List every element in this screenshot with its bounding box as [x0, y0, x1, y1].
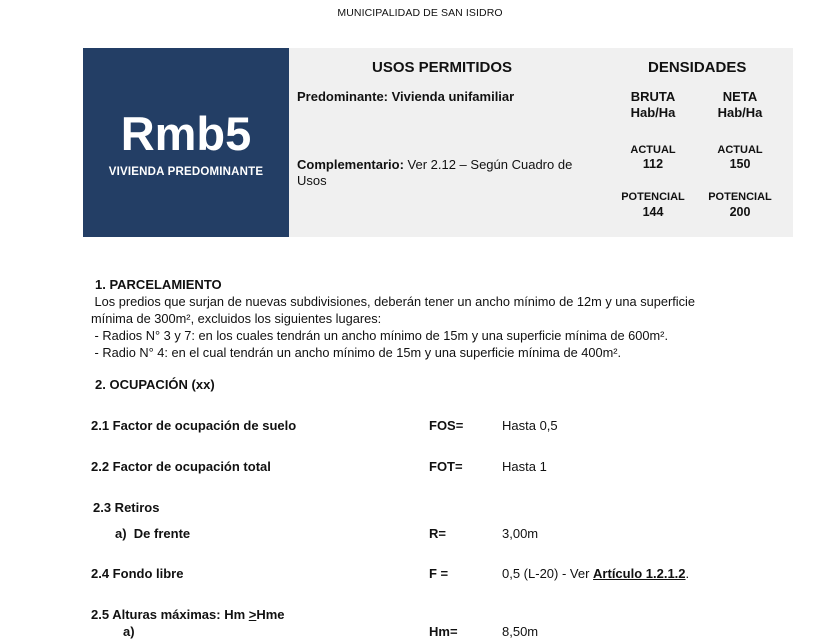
parcelamiento-line: Los predios que surjan de nuevas subdivisiones, deberán tener un ancho mínimo de 12m y una superficie	[91, 294, 695, 309]
complementario-text-2: Usos	[297, 173, 327, 188]
bruta-unit: Hab/Ha	[630, 105, 676, 120]
bruta-potencial-label: POTENCIAL	[621, 191, 685, 203]
fot-value: Hasta 1	[502, 459, 547, 474]
zone-subtitle: VIVIENDA PREDOMINANTE	[108, 166, 264, 178]
retiros-label: 2.3 Retiros	[93, 500, 160, 515]
bruta-actual-label: ACTUAL	[630, 144, 676, 156]
neta-header	[700, 89, 780, 121]
retiro-frente-value: 3,00m	[502, 526, 539, 541]
alturas-sub-label: a)	[123, 624, 135, 639]
municipality-header: MUNICIPALIDAD DE SAN ISIDRO	[337, 7, 503, 19]
neta-potencial-value: 200	[729, 205, 751, 219]
bruta-label: BRUTA	[630, 89, 676, 104]
parcelamiento-line: mínima de 300m², excluidos los siguientes lugares:	[91, 311, 382, 326]
fot-key: FOT=	[429, 459, 463, 474]
alturas-value: 8,50m	[502, 624, 539, 639]
fondo-key: F =	[429, 566, 449, 581]
alturas-ge-symbol: >	[248, 607, 257, 622]
parcelamiento-text	[91, 293, 791, 361]
complementario-label: Complementario:	[297, 157, 404, 172]
alturas-label-suffix: Hme	[256, 607, 285, 622]
neta-potencial-label: POTENCIAL	[708, 191, 772, 203]
neta-label: NETA	[722, 89, 758, 104]
parcelamiento-line: - Radio N° 4: en el cual tendrán un ancho mínimo de 15m y una superficie mínima de 400m².	[91, 345, 622, 360]
parcelamiento-line: - Radios N° 3 y 7: en los cuales tendrán un ancho mínimo de 15m y una superficie mínima de 600m².	[91, 328, 669, 343]
fondo-value-prefix: 0,5 (L-20) - Ver	[502, 566, 594, 581]
articulo-link[interactable]: Artículo 1.2.1.2	[593, 566, 686, 581]
densidades-title: DENSIDADES	[648, 59, 747, 76]
bruta-actual-value: 112	[642, 157, 664, 171]
fos-label: 2.1 Factor de ocupación de suelo	[91, 418, 297, 433]
fondo-value	[502, 566, 689, 581]
neta-actual-value: 150	[729, 157, 751, 171]
retiro-frente-label: a) De frente	[115, 526, 191, 541]
usos-title: USOS PERMITIDOS	[372, 59, 513, 76]
usos-predominante: Predominante: Vivienda unifamiliar	[297, 89, 515, 104]
bruta-header	[613, 89, 693, 121]
fondo-value-suffix: .	[685, 566, 690, 581]
alturas-label-prefix: 2.5 Alturas máximas: Hm	[91, 607, 249, 622]
parcelamiento-title: 1. PARCELAMIENTO	[95, 277, 222, 292]
retiro-frente-key: R=	[429, 526, 446, 541]
neta-actual-label: ACTUAL	[717, 144, 763, 156]
alturas-label	[91, 607, 285, 622]
ocupacion-title: 2. OCUPACIÓN (xx)	[95, 377, 215, 392]
fondo-label: 2.4 Fondo libre	[91, 566, 184, 581]
fot-label: 2.2 Factor de ocupación total	[91, 459, 271, 474]
zone-block	[83, 48, 289, 237]
bruta-potencial-value: 144	[642, 205, 664, 219]
alturas-key: Hm=	[429, 624, 458, 639]
neta-unit: Hab/Ha	[717, 105, 763, 120]
usos-complementario	[297, 157, 617, 189]
complementario-text-1: Ver 2.12 – Según Cuadro de	[403, 157, 573, 172]
zone-code: Rmb5	[120, 107, 252, 160]
fos-value: Hasta 0,5	[502, 418, 558, 433]
usos-densidades-block	[289, 48, 793, 237]
fos-key: FOS=	[429, 418, 464, 433]
